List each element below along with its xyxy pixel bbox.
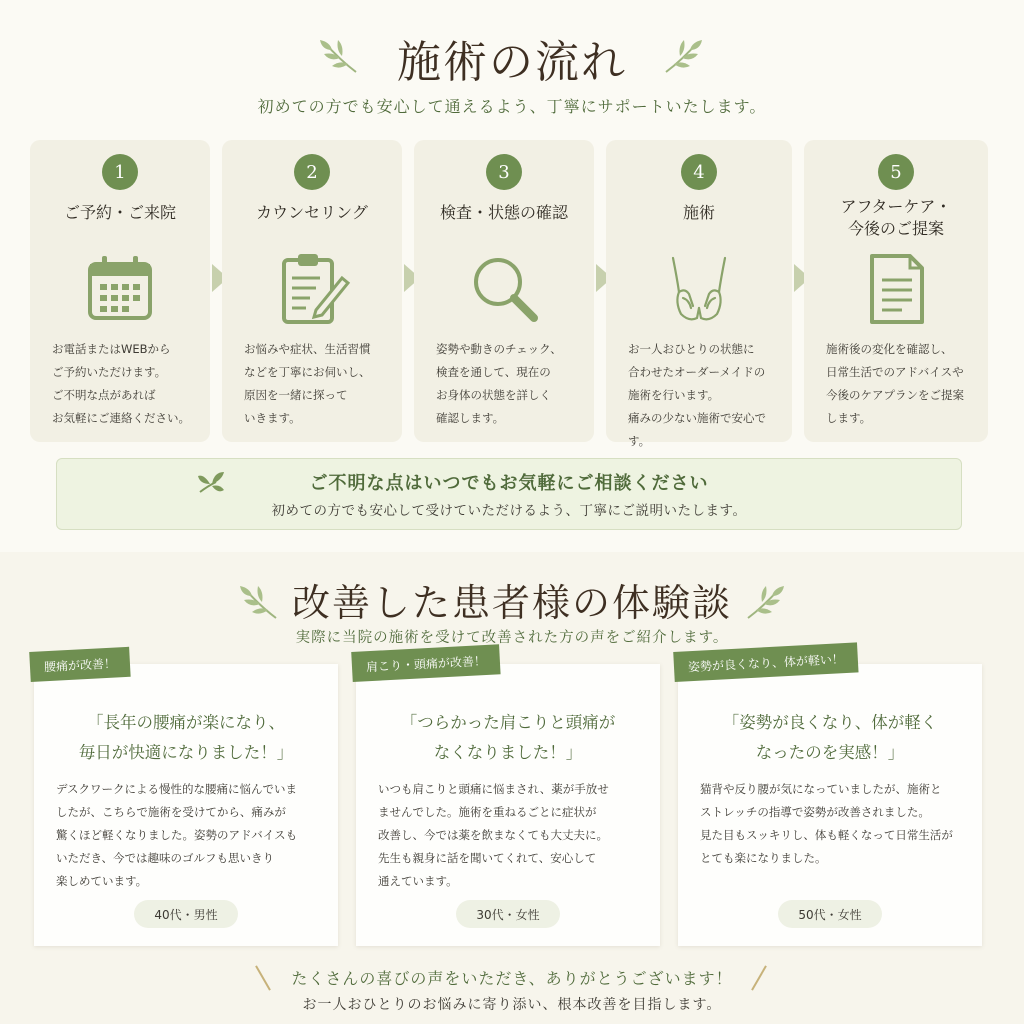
magnifier-icon (464, 248, 544, 328)
voice-card-2 (356, 653, 660, 946)
leaf-icon (196, 468, 226, 496)
leaf-right-icon (662, 36, 706, 76)
step-title: 検査・状態の確認 (439, 203, 568, 222)
voice-tag: 腰痛が改善！ (29, 647, 130, 682)
step-card-1 (30, 140, 210, 442)
flow-title: 施術の流れ (397, 37, 627, 88)
footer-text: お一人おひとりのお悩みに寄り添い、根本改善を目指します。 (302, 997, 722, 1013)
voices-subtitle: 実際に当院の施術を受けて改善された方の声をご紹介します。 (295, 630, 729, 646)
flow-subtitle: 初めての方でも安心して通えるよう、丁寧にサポートいたします。 (257, 97, 767, 116)
voice-card-1 (34, 656, 338, 946)
step-description: お電話またはWEBから ご予約いただけます。 ご不明な点があれば お気軽にご連絡ください。 (52, 342, 190, 425)
step-card-5 (804, 140, 988, 442)
step-title: カウンセリング (256, 203, 368, 222)
step-number: 2 (294, 154, 330, 190)
document-icon (856, 248, 936, 328)
voice-body: デスクワークによる慢性的な腰痛に悩んでいま したが、こちらで施術を受けてから、痛みが 驚くほど軽くなりました。姿勢のアドバイスも いただき、今では趣味のゴルフも思いきり 楽しめています。 (56, 782, 298, 888)
voice-tag: 姿勢が良くなり、体が軽い！ (673, 642, 858, 682)
step-number: 1 (102, 154, 138, 190)
notice-text: 初めての方でも安心して受けていただけるよう、丁寧にご説明いたします。 (271, 503, 747, 519)
voice-age-badge: 40代・男性 (134, 900, 238, 928)
step-card-4 (606, 140, 792, 448)
voice-body: 猫背や反り腰が気になっていましたが、施術と ストレッチの指導で姿勢が改善されました。 見た目もスッキリし、体も軽くなって日常生活が とても楽になりました。 (700, 782, 953, 865)
voice-body: いつも肩こりと頭痛に悩まされ、薬が手放せ ませんでした。施術を重ねるごとに症状が 改善し、今では薬を飲まなくても大丈夫に。 先生も親身に話を聞いてくれて、安心して 通えています。 (378, 782, 609, 888)
voice-quote: 「つらかった肩こりと頭痛が なくなりました！」 (400, 713, 616, 762)
step-description: 施術後の変化を確認し、 日常生活でのアドバイスや 今後のケアプランをご提案 します。 (826, 342, 964, 425)
step-card-3 (414, 140, 594, 442)
voice-card-3 (678, 651, 982, 946)
notice-title: ご不明な点はいつでもお気軽にご相談ください (309, 473, 709, 494)
step-description: お一人おひとりの状態に 合わせたオーダーメイドの 施術を行います。 痛みの少ない施術で安心です。 (628, 342, 766, 448)
voice-quote: 「姿勢が良くなり、体が軽く なったのを実感！」 (722, 713, 938, 762)
voices-title: 改善した患者様の体験談 (291, 581, 732, 625)
step-title: アフターケア・ 今後のご提案 (840, 197, 952, 238)
step-title: ご予約・ご来院 (63, 203, 176, 222)
clipboard-pen-icon (272, 248, 352, 328)
step-number: 5 (878, 154, 914, 190)
step-title: 施術 (682, 203, 715, 222)
step-number: 3 (486, 154, 522, 190)
voice-age-badge: 30代・女性 (456, 900, 560, 928)
notice-box (56, 458, 962, 530)
step-number: 4 (681, 154, 717, 190)
footer-title: たくさんの喜びの声をいただき、ありがとうございます！ (291, 969, 733, 988)
leaf-right-icon (744, 582, 788, 622)
voice-age-badge: 50代・女性 (778, 900, 882, 928)
voice-quote: 「長年の腰痛が楽になり、 毎日が快適になりました！」 (78, 713, 294, 762)
step-card-2 (222, 140, 402, 442)
step-description: 姿勢や動きのチェック、 検査を通して、現在の お身体の状態を詳しく 確認します。 (436, 342, 562, 425)
voice-tag: 肩こり・頭痛が改善！ (351, 644, 500, 682)
calendar-icon (80, 248, 160, 328)
step-description: お悩みや症状、生活習慣 などを丁寧にお伺いし、 原因を一緒に探って いきます。 (244, 342, 371, 425)
hands-icon (659, 248, 739, 328)
